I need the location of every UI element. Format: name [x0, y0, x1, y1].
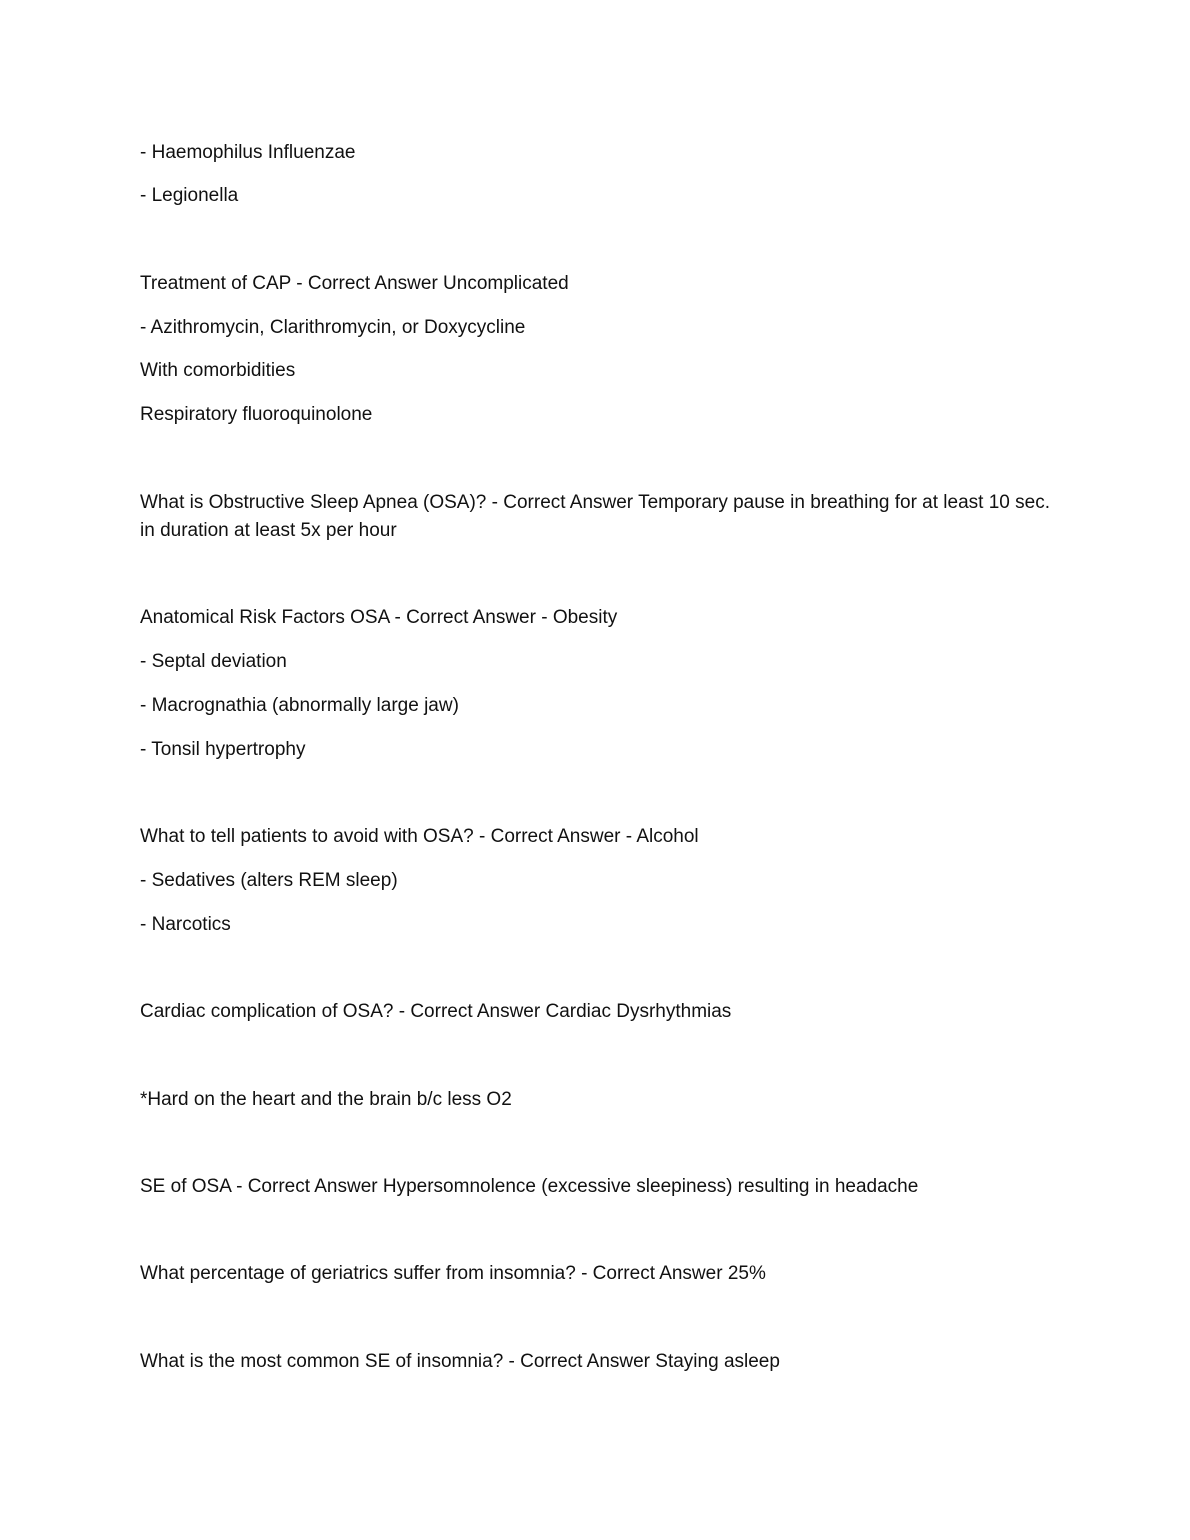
question-line: What percentage of geriatrics suffer from insomnia? - Correct Answer 25%	[140, 1263, 766, 1284]
question-line: What to tell patients to avoid with OSA? - Correct Answer - Alcohol	[140, 826, 699, 847]
question-line: Anatomical Risk Factors OSA - Correct Answer - Obesity	[140, 607, 618, 628]
question-line: What is the most common SE of insomnia? - Correct Answer Staying asleep	[140, 1351, 780, 1372]
text-line: - Azithromycin, Clarithromycin, or Doxycycline	[140, 317, 526, 338]
note-line: *Hard on the heart and the brain b/c less O2	[140, 1089, 512, 1110]
question-line: SE of OSA - Correct Answer Hypersomnolence (excessive sleepiness) resulting in headache	[140, 1176, 919, 1197]
text-line: - Sedatives (alters REM sleep)	[140, 870, 398, 891]
text-line: - Septal deviation	[140, 651, 287, 672]
question-line: Cardiac complication of OSA? - Correct Answer Cardiac Dysrhythmias	[140, 1001, 732, 1022]
text-line: - Haemophilus Influenzae	[140, 142, 356, 163]
text-line: - Legionella	[140, 185, 239, 206]
text-line: - Tonsil hypertrophy	[140, 739, 306, 760]
text-line: - Macrognathia (abnormally large jaw)	[140, 695, 459, 716]
question-line: What is Obstructive Sleep Apnea (OSA)? - Correct Answer Temporary pause in breathing for at least 10 sec. in duration at least 5x per hour	[140, 492, 1056, 541]
text-line: With comorbidities	[140, 360, 296, 381]
text-line: Respiratory fluoroquinolone	[140, 404, 373, 425]
question-line: Treatment of CAP - Correct Answer Uncomplicated	[140, 273, 569, 294]
text-line: - Narcotics	[140, 914, 231, 935]
